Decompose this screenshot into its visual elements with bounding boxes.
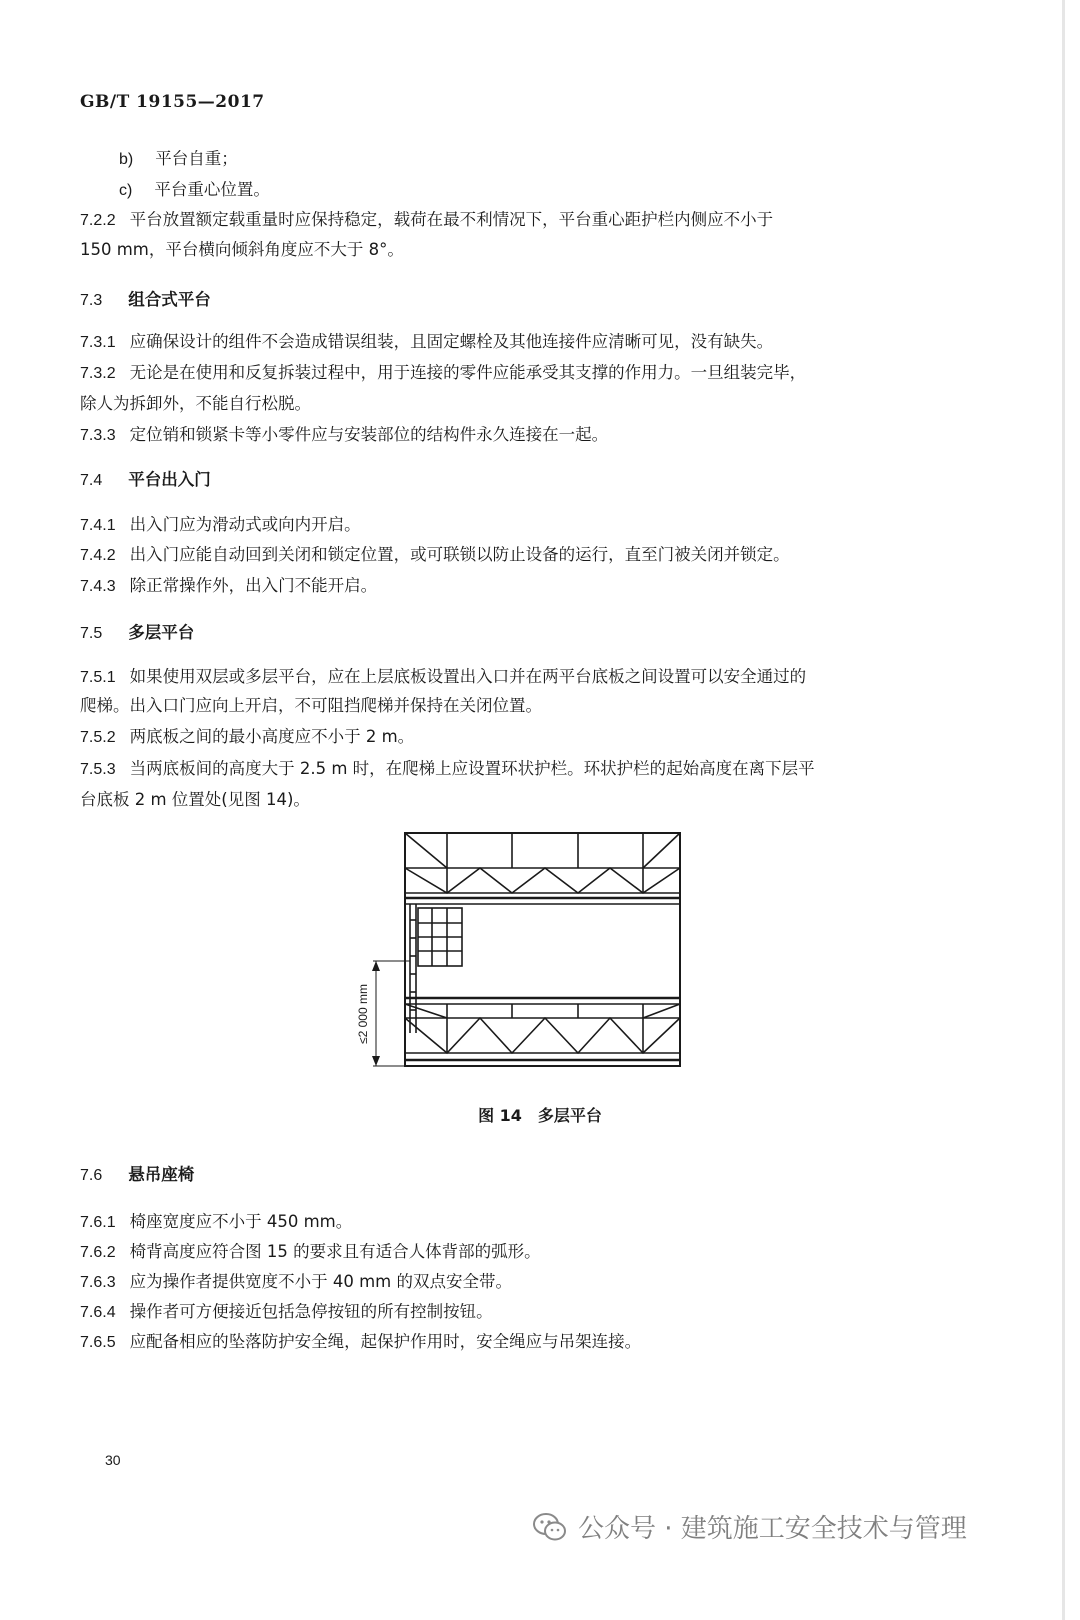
- wechat-icon: [532, 1511, 568, 1543]
- clause-text: 平台放置额定载重量时应保持稳定，载荷在最不利情况下，平台重心距护栏内侧应不小于: [129, 210, 774, 229]
- clause-text: 应配备相应的坠落防护安全绳，起保护作用时，安全绳应与吊架连接。: [129, 1332, 642, 1351]
- text-line: [80, 1210, 352, 1235]
- text-line: [80, 423, 608, 448]
- text-line: [80, 1300, 493, 1325]
- clause-text: 椅座宽度应不小于 450 mm。: [129, 1212, 353, 1231]
- text-line: [80, 1270, 512, 1295]
- clause-number: 7.6.5: [80, 1334, 116, 1351]
- section-heading: [80, 288, 211, 313]
- clause-number: b): [119, 151, 134, 168]
- figure-caption: 图 14 多层平台: [478, 1106, 602, 1125]
- text-line: [80, 694, 542, 718]
- section-heading: [80, 621, 194, 646]
- text-line: [80, 392, 311, 416]
- multi-layer-platform-diagram: [340, 828, 720, 1088]
- clause-text: 组合式平台: [128, 290, 211, 309]
- clause-text: 台底板 2 m 位置处(见图 14)。: [80, 790, 310, 809]
- page-number: 30: [105, 1452, 121, 1468]
- clause-text: 除正常操作外，出入门不能开启。: [129, 576, 378, 595]
- text-line: [80, 238, 404, 262]
- figure-14: [340, 828, 720, 1088]
- clause-number: 7.4.3: [80, 578, 116, 595]
- text-line: [80, 788, 310, 812]
- clause-number: 7.3.3: [80, 427, 116, 444]
- clause-text: 定位销和锁紧卡等小零件应与安装部位的结构件永久连接在一起。: [129, 425, 609, 444]
- text-line: [80, 208, 773, 233]
- section-heading: [80, 468, 211, 493]
- clause-text: 操作者可方便接近包括急停按钮的所有控制按钮。: [129, 1302, 493, 1321]
- clause-number: 7.5.3: [80, 761, 116, 778]
- text-line: [80, 1330, 641, 1355]
- text-line: [80, 513, 361, 538]
- text-line: [119, 147, 238, 172]
- text-line: [80, 665, 806, 690]
- clause-text: 平台重心位置。: [154, 180, 270, 199]
- clause-text: 平台出入门: [128, 470, 211, 489]
- clause-number: 7.6.4: [80, 1304, 116, 1321]
- clause-text: 应确保设计的组件不会造成错误组装，且固定螺栓及其他连接件应清晰可见，没有缺失。: [129, 332, 774, 351]
- dimension-label: ≤2 000 mm: [356, 984, 370, 1044]
- clause-text: 两底板之间的最小高度应不小于 2 m。: [129, 727, 415, 746]
- clause-number: 7.4.2: [80, 547, 116, 564]
- section-heading: [80, 1163, 194, 1188]
- clause-number: 7.5.1: [80, 669, 116, 686]
- text-line: [80, 361, 806, 386]
- clause-number: 7.3.1: [80, 334, 116, 351]
- clause-text: 出入门应为滑动式或向内开启。: [129, 515, 361, 534]
- clause-number: 7.6.2: [80, 1244, 116, 1261]
- text-line: [80, 1240, 541, 1265]
- clause-text: 悬吊座椅: [128, 1165, 195, 1184]
- page-edge: [1062, 0, 1065, 1620]
- standard-code: GB/T 19155—2017: [80, 92, 265, 112]
- clause-text: 爬梯。出入口门应向上开启，不可阻挡爬梯并保持在关闭位置。: [80, 696, 542, 715]
- clause-text: 多层平台: [128, 623, 195, 642]
- clause-text: 出入门应能自动回到关闭和锁定位置，或可联锁以防止设备的运行，直至门被关闭并锁定。: [129, 545, 790, 564]
- clause-text: 当两底板间的高度大于 2.5 m 时，在爬梯上应设置环状护栏。环状护栏的起始高度在离下层平: [129, 759, 815, 778]
- clause-number: 7.6.1: [80, 1214, 116, 1231]
- clause-text: 平台自重；: [155, 149, 238, 168]
- clause-text: 应为操作者提供宽度不小于 40 mm 的双点安全带。: [129, 1272, 512, 1291]
- text-line: [80, 543, 790, 568]
- clause-number: 7.3.2: [80, 365, 116, 382]
- text-line: [80, 330, 773, 355]
- clause-text: 如果使用双层或多层平台，应在上层底板设置出入口并在两平台底板之间设置可以安全通过的: [129, 667, 807, 686]
- text-line: [80, 725, 414, 750]
- text-line: [80, 574, 377, 599]
- watermark: [532, 1508, 967, 1545]
- text-line: [119, 178, 270, 203]
- clause-text: 椅背高度应符合图 15 的要求且有适合人体背部的弧形。: [129, 1242, 541, 1261]
- clause-number: 7.5: [80, 625, 103, 642]
- clause-number: 7.4.1: [80, 517, 116, 534]
- watermark-text: 公众号 · 建筑施工安全技术与管理: [578, 1514, 967, 1544]
- clause-number: 7.6.3: [80, 1274, 116, 1291]
- clause-text: 无论是在使用和反复拆装过程中，用于连接的零件应能承受其支撑的作用力。一旦组装完毕，: [129, 363, 807, 382]
- clause-number: 7.2.2: [80, 212, 116, 229]
- text-line: [80, 757, 815, 782]
- clause-number: 7.3: [80, 292, 103, 309]
- clause-number: c): [119, 182, 133, 199]
- clause-number: 7.4: [80, 472, 103, 489]
- clause-text: 150 mm，平台横向倾斜角度应不大于 8°。: [80, 240, 404, 259]
- clause-text: 除人为拆卸外，不能自行松脱。: [80, 394, 311, 413]
- clause-number: 7.6: [80, 1167, 103, 1184]
- clause-number: 7.5.2: [80, 729, 116, 746]
